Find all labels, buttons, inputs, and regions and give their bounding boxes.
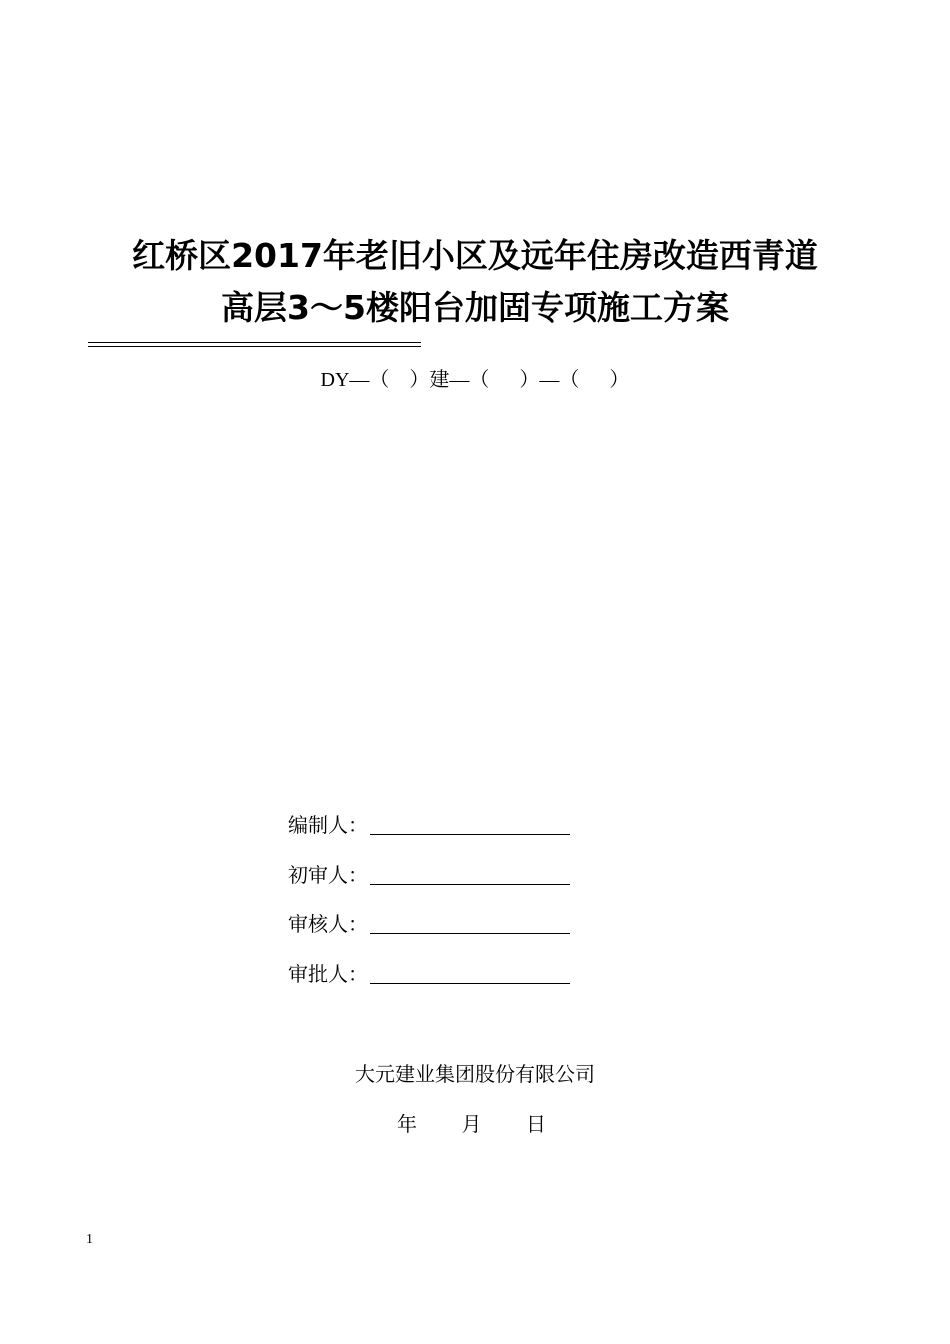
double-rule-divider <box>88 342 421 347</box>
signature-row-initial-reviewer <box>288 858 570 888</box>
signature-line <box>370 961 570 984</box>
date-line: 年 月 日 <box>397 1112 547 1136</box>
signature-label: 审核人： <box>288 912 368 936</box>
signature-row-reviewer <box>288 907 570 937</box>
signature-row-approver <box>288 957 570 987</box>
page-number: 1 <box>86 1232 93 1247</box>
signature-line <box>370 911 570 934</box>
signature-label: 编制人： <box>288 813 368 837</box>
signature-row-compiler <box>288 808 570 838</box>
document-number: DY—（ ）建—（ ）—（ ） <box>320 369 630 391</box>
signature-label: 初审人： <box>288 863 368 887</box>
signature-label: 审批人： <box>288 962 368 986</box>
signature-line <box>370 862 570 885</box>
signature-line <box>370 812 570 835</box>
title-line-2: 高层3～5楼阳台加固专项施工方案 <box>221 288 729 327</box>
title-line-1: 红桥区2017年老旧小区及远年住房改造西青道 <box>132 236 818 275</box>
company-name: 大元建业集团股份有限公司 <box>355 1062 595 1086</box>
